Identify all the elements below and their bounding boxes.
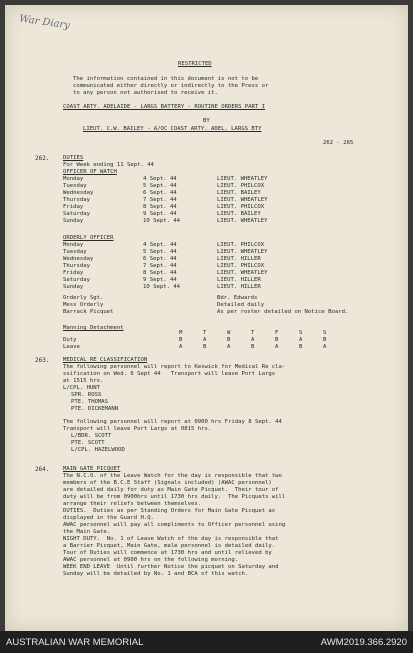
manning-day: S: [323, 330, 327, 336]
roster-date: 9 Sept. 44: [143, 211, 177, 217]
manning-day: T: [203, 330, 207, 336]
mess-value: Detailed daily: [217, 302, 265, 308]
manning-title: Manning Detachment: [63, 325, 124, 331]
orderly-sgt-label: Orderly Sgt.: [63, 295, 104, 301]
duty-cell: A: [299, 337, 303, 343]
picquet-label: Barrack Picquet: [63, 309, 114, 315]
manning-day: T: [251, 330, 255, 336]
footer-source: AUSTRALIAN WAR MEMORIAL: [6, 637, 144, 648]
duty-cell: B: [323, 337, 327, 343]
paragraph-line: The following personnel will report to Keswick for Medical Re cla-: [63, 364, 286, 370]
roster-day: Friday: [63, 204, 84, 210]
paragraph-line: NIGHT DUTY. No. 1 of Leave Watch of the day is responsible that: [63, 536, 279, 542]
notice-line: The information contained in this document is not to be: [73, 76, 259, 82]
paragraph-line: Sunday will be detailed by No. 1 and BCA of this watch.: [63, 571, 249, 577]
leave-cell: B: [299, 344, 303, 350]
subsection-title: ORDERLY OFFICER: [63, 235, 114, 241]
leave-cell: B: [203, 344, 207, 350]
paragraph-line: WEEK END LEAVE Until further Notice the picquet on Saturday and: [63, 564, 279, 570]
duty-cell: A: [203, 337, 207, 343]
roster-date: 5 Sept. 44: [143, 249, 177, 255]
section-title: MEDICAL RE CLASSIFICATION: [63, 357, 148, 363]
section-title: DUTIES: [63, 155, 84, 161]
roster-date: 10 Sept. 44: [143, 218, 181, 224]
paragraph-line: The N.C.O. of the Leave Watch for the day is responsible that two: [63, 473, 282, 479]
subsection-title: OFFICER OF WATCH: [63, 169, 117, 175]
leave-cell: A: [179, 344, 183, 350]
section-title: MAIN GATE PICQUET: [63, 466, 121, 472]
roster-date: 7 Sept. 44: [143, 197, 177, 203]
paragraph-line: members of the B.C.E Staff (Signals included) (AWAC personnel): [63, 480, 272, 486]
roster-date: 5 Sept. 44: [143, 183, 177, 189]
roster-date: 6 Sept. 44: [143, 256, 177, 262]
mess-label: Mess Orderly: [63, 302, 104, 308]
personnel-name: L/CPL. HAZELWOOD: [71, 447, 125, 453]
roster-name: LIEUT. PHILCOX: [217, 204, 265, 210]
paragraph-line: displayed in the Guard H.Q.: [63, 515, 154, 521]
duty-label: Duty: [63, 337, 77, 343]
officer-line: LIEUT. C.W. BAILEY - A/OC COAST ARTY. ADEL. LARGS BTY: [83, 126, 262, 132]
roster-date: 8 Sept. 44: [143, 270, 177, 276]
roster-day: Tuesday: [63, 183, 87, 189]
roster-date: 7 Sept. 44: [143, 263, 177, 269]
leave-cell: A: [323, 344, 327, 350]
paragraph-line: The following personnel will report at 0900 hrs Friday 8 Sept. 44: [63, 419, 282, 425]
roster-name: LIEUT. HILLER: [217, 284, 261, 290]
paragraph-line: duty will be from 0900hrs until 1730 hrs daily. The Picquets will: [63, 494, 286, 500]
roster-day: Sunday: [63, 284, 84, 290]
manning-day: W: [227, 330, 231, 336]
roster-name: LIEUT. WHEATLEY: [217, 218, 268, 224]
handwritten-annotation: War Diary: [18, 13, 71, 32]
personnel-name: L/BDR. SCOTT: [71, 433, 112, 439]
paragraph-line: Transport will leave Port Largs at 0815 hrs.: [63, 426, 212, 432]
manning-day: F: [275, 330, 279, 336]
leave-cell: B: [251, 344, 255, 350]
classification-heading: RESTRICTED: [178, 61, 212, 67]
paragraph-line: arrange their reliefs between themselves.: [63, 501, 202, 507]
roster-day: Wednesday: [63, 190, 94, 196]
roster-day: Thursday: [63, 263, 90, 269]
notice-line: communicated either directly or indirectly to the Press or: [73, 83, 269, 89]
paragraph-line: ssification on Wed. 6 Sept 44 Transport will leave Port Largs: [63, 371, 276, 377]
picquet-value: As per roster detailed on Notice Board.: [217, 309, 349, 315]
roster-name: LIEUT. PHILCOX: [217, 183, 265, 189]
roster-day: Sunday: [63, 218, 84, 224]
roster-name: LIEUT. BAILEY: [217, 190, 261, 196]
leave-cell: A: [275, 344, 279, 350]
order-number: 263.: [35, 357, 50, 364]
roster-date: 4 Sept. 44: [143, 242, 177, 248]
roster-name: LIEUT. WHEATLEY: [217, 270, 268, 276]
duty-cell: B: [227, 337, 231, 343]
roster-day: Saturday: [63, 277, 90, 283]
paragraph-line: at 1515 hrs.: [63, 378, 104, 384]
notice-line: to any person not authorised to receive it.: [73, 90, 218, 96]
manning-day: M: [179, 330, 183, 336]
roster-day: Saturday: [63, 211, 90, 217]
paragraph-line: are detailed daily for duty as Main Gate Picquet. Their tour of: [63, 487, 279, 493]
week-ending: For Week ending 11 Sept. 44: [63, 162, 154, 168]
roster-day: Thursday: [63, 197, 90, 203]
paragraph-line: AWAC personnel at 0900 hrs on the following morning.: [63, 557, 239, 563]
roster-name: LIEUT. PHILCOX: [217, 263, 265, 269]
duty-cell: B: [275, 337, 279, 343]
roster-name: LIEUT. WHEATLEY: [217, 197, 268, 203]
roster-day: Monday: [63, 176, 84, 182]
paragraph-line: Tour of Duties will commence at 1730 hrs and until relieved by: [63, 550, 272, 556]
by-label: BY: [203, 118, 210, 124]
personnel-name: PTE. SCOTT: [71, 440, 105, 446]
document-page: [5, 5, 408, 631]
roster-date: 8 Sept. 44: [143, 204, 177, 210]
roster-date: 9 Sept. 44: [143, 277, 177, 283]
order-range: 262 - 265: [323, 140, 354, 146]
paragraph-line: the Main Gate.: [63, 529, 111, 535]
orderly-sgt-value: Bdr. Edwards: [217, 295, 258, 301]
roster-day: Friday: [63, 270, 84, 276]
leave-cell: A: [227, 344, 231, 350]
paragraph-line: a Barrier Picquet, Main Gate, male personnel is detailed daily.: [63, 543, 276, 549]
duty-cell: A: [251, 337, 255, 343]
roster-day: Monday: [63, 242, 84, 248]
footer-reference: AWM2019.366.2920: [320, 637, 407, 648]
roster-name: LIEUT. HILLER: [217, 256, 261, 262]
paragraph-line: AWAC personnel will pay all compliments to Officer personnel using: [63, 522, 286, 528]
roster-day: Tuesday: [63, 249, 87, 255]
roster-day: Wednesday: [63, 256, 94, 262]
order-number: 264.: [35, 466, 50, 473]
roster-name: LIEUT. BAILEY: [217, 211, 261, 217]
paragraph-line: DUTIES. Duties as per Standing Orders for Main Gate Picquet as: [63, 508, 276, 514]
roster-name: LIEUT. PHILCOX: [217, 242, 265, 248]
roster-date: 6 Sept. 44: [143, 190, 177, 196]
leave-label: Leave: [63, 344, 80, 350]
roster-name: LIEUT. WHEATLEY: [217, 249, 268, 255]
orders-title: COAST ARTY. ADELAIDE - LARGS BATTERY - ROUTINE ORDERS PART I: [63, 104, 266, 110]
manning-day: S: [299, 330, 303, 336]
roster-date: 10 Sept. 44: [143, 284, 181, 290]
order-number: 262.: [35, 155, 50, 162]
personnel-name: SPR. ROSS: [71, 392, 102, 398]
duty-cell: B: [179, 337, 183, 343]
personnel-name: L/CPL. HUNT: [63, 385, 101, 391]
roster-date: 4 Sept. 44: [143, 176, 177, 182]
roster-name: LIEUT. HILLER: [217, 277, 261, 283]
personnel-name: PTE. DICKEMANN: [71, 406, 119, 412]
archive-footer: [0, 631, 413, 653]
personnel-name: PTE. THOMAS: [71, 399, 109, 405]
roster-name: LIEUT. WHEATLEY: [217, 176, 268, 182]
